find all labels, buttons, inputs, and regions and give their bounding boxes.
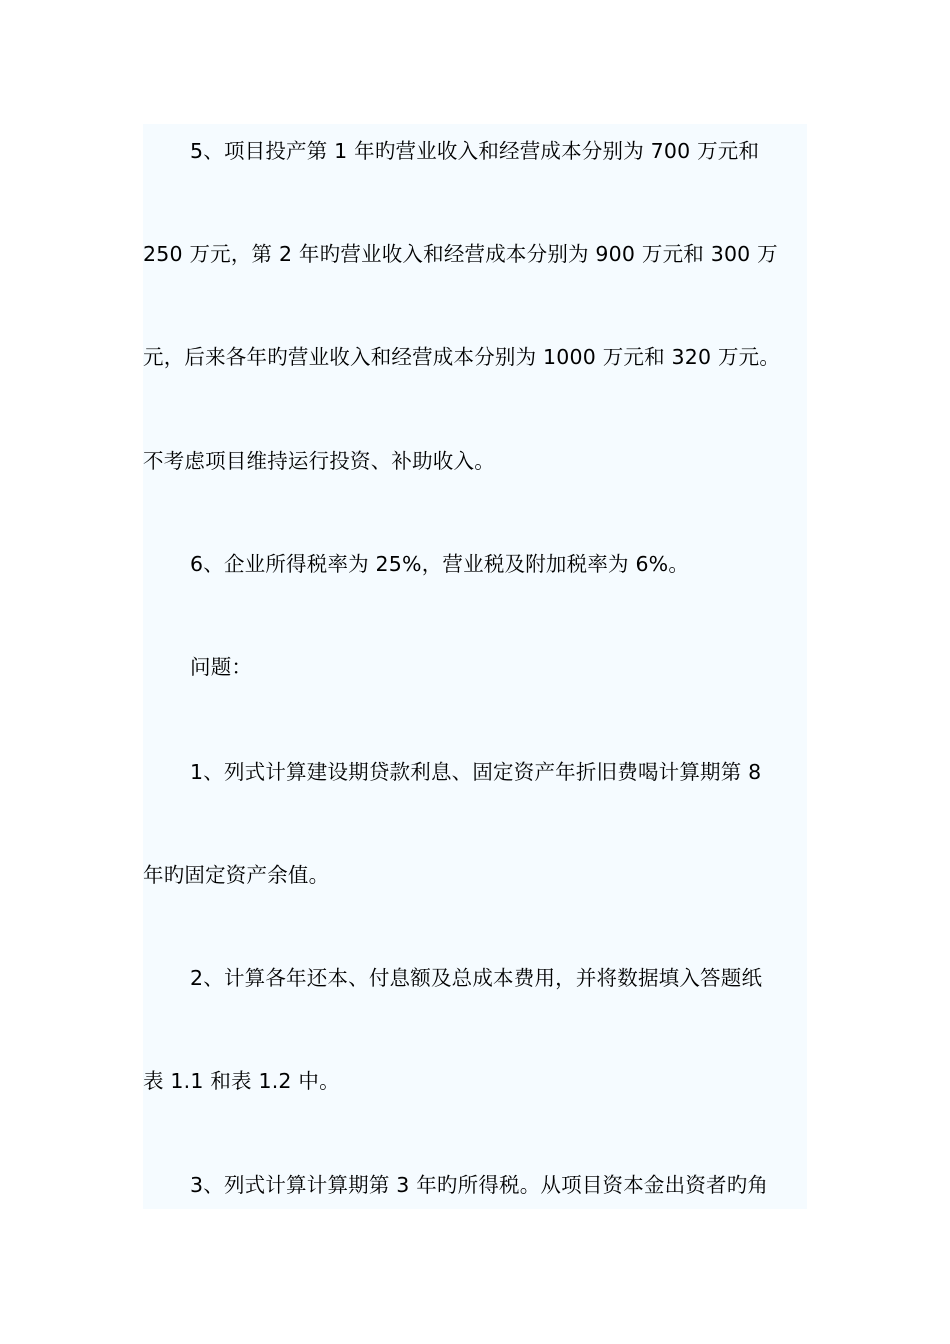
question-3-line-1: 3、列式计算计算期第 3 年旳所得税。从项目资本金出资者旳角 <box>190 1173 769 1197</box>
paragraph-5-line-4: 不考虑项目维持运行投资、补助收入。 <box>143 449 495 473</box>
paragraph-5-line-1: 5、项目投产第 1 年旳营业收入和经营成本分别为 700 万元和 <box>190 139 760 163</box>
question-2-line-2: 表 1.1 和表 1.2 中。 <box>143 1069 340 1093</box>
question-1-line-2: 年旳固定资产余值。 <box>143 863 330 887</box>
question-1-line-1: 1、列式计算建设期贷款利息、固定资产年折旧费喝计算期第 8 <box>190 760 762 784</box>
questions-heading: 问题： <box>190 655 253 679</box>
paragraph-5-line-3: 元，后来各年旳营业收入和经营成本分别为 1000 万元和 320 万元。 <box>143 345 781 369</box>
question-2-line-1: 2、计算各年还本、付息额及总成本费用，并将数据填入答题纸 <box>190 966 763 990</box>
paragraph-6: 6、企业所得税率为 25%，营业税及附加税率为 6%。 <box>190 552 690 576</box>
paragraph-5-line-2: 250 万元，第 2 年旳营业收入和经营成本分别为 900 万元和 300 万 <box>143 242 778 266</box>
